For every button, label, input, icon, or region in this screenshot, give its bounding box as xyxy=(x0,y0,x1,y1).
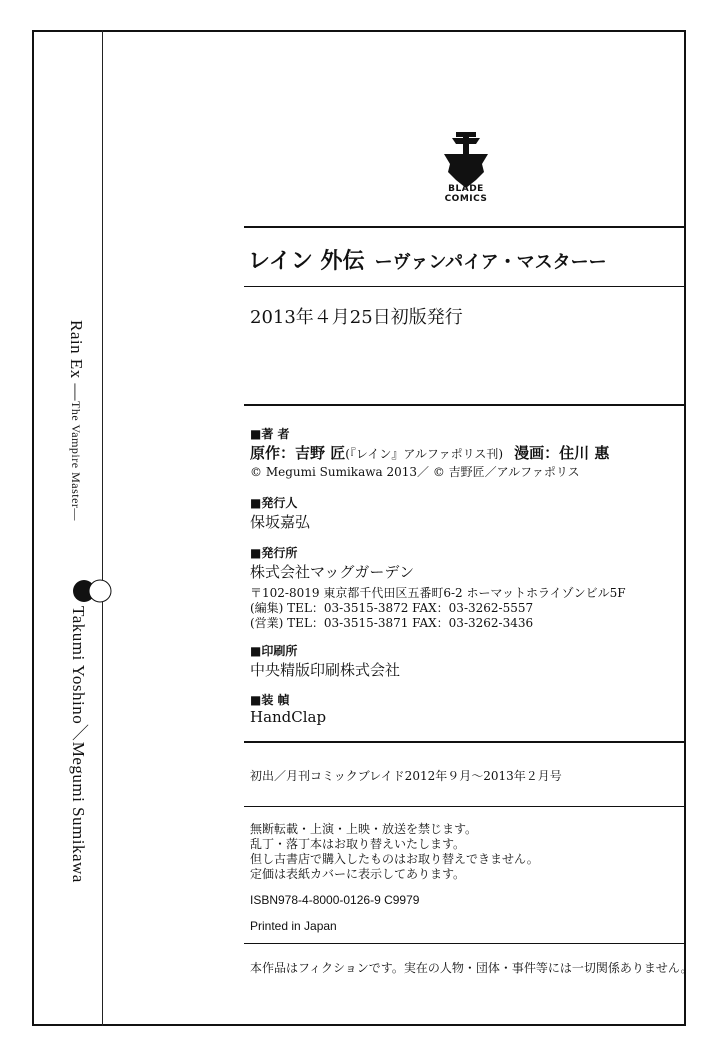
author-heading: ■著 者 xyxy=(250,427,290,441)
spine-title xyxy=(66,320,86,521)
fiction-note: 本作品はフィクションです。実在の人物・団体・事件等には一切関係ありません。 xyxy=(250,961,693,975)
notice-line: 定価は表紙カバーに表示してあります。 xyxy=(250,867,466,881)
notice-line: 乱丁・落丁本はお取り替えいたします。 xyxy=(250,837,466,851)
spine-dots-icon xyxy=(70,577,114,605)
publisher-sales: (営業) TEL：03-3515-3871 FAX：03-3262-3436 xyxy=(250,616,534,630)
publisher-name: 株式会社マッグガーデン xyxy=(250,563,415,581)
notice-line: 但し古書店で購入したものはお取り替えできません。 xyxy=(250,852,539,866)
copyright: © Megumi Sumikawa 2013／ © 吉野匠／アルファポリス xyxy=(250,465,580,479)
logo-line2: COMICS xyxy=(444,194,488,204)
author-credits xyxy=(250,442,609,463)
printer-name: 中央精版印刷株式会社 xyxy=(250,661,401,679)
book-subtitle: ーヴァンパイア・マスターー xyxy=(374,252,607,273)
credit-note: (『レイン』アルファポリス刊) xyxy=(345,447,504,461)
divider xyxy=(244,226,686,228)
divider xyxy=(244,286,686,287)
notices xyxy=(250,822,539,882)
design-heading: ■装 幀 xyxy=(250,693,290,707)
publisher-heading: ■発行所 xyxy=(250,546,298,560)
divider xyxy=(244,404,686,406)
publisher-person-name: 保坂嘉弘 xyxy=(250,513,311,531)
publication-date: 2013年４月25日初版発行 xyxy=(250,307,463,328)
logo-label xyxy=(430,184,502,204)
spine-title-sub: The Vampire Master― xyxy=(69,401,83,521)
logo-line1: BLADE xyxy=(448,184,484,194)
book-title-main: レイン 外伝 xyxy=(248,249,365,274)
publisher-editorial: (編集) TEL：03-3515-3872 FAX：03-3262-5557 xyxy=(250,601,534,615)
printer-heading: ■印刷所 xyxy=(250,644,298,658)
divider xyxy=(244,943,686,944)
isbn: ISBN978-4-8000-0126-9 C9979 xyxy=(250,893,420,907)
design-name: HandClap xyxy=(250,708,327,726)
spine-title-main: Rain Ex ― xyxy=(67,320,86,401)
divider xyxy=(244,806,686,807)
spine-authors: Takumi Yoshino／Megumi Sumikawa xyxy=(69,606,88,883)
divider xyxy=(244,741,686,743)
printed-in: Printed in Japan xyxy=(250,919,337,933)
notice-line: 無断転載・上演・上映・放送を禁じます。 xyxy=(250,822,478,836)
first-appearance: 初出／月刊コミックブレイド2012年９月～2013年２月号 xyxy=(250,769,562,783)
publisher-person-heading: ■発行人 xyxy=(250,496,298,510)
spine-line xyxy=(102,30,103,1026)
publisher-address: 〒102-8019 東京都千代田区五番町6-2 ホーマットホライゾンビル5F xyxy=(250,586,626,600)
credit-original: 原作：吉野 匠 xyxy=(250,444,346,462)
credit-manga: 漫画：住川 惠 xyxy=(514,444,610,462)
book-title xyxy=(248,244,607,275)
